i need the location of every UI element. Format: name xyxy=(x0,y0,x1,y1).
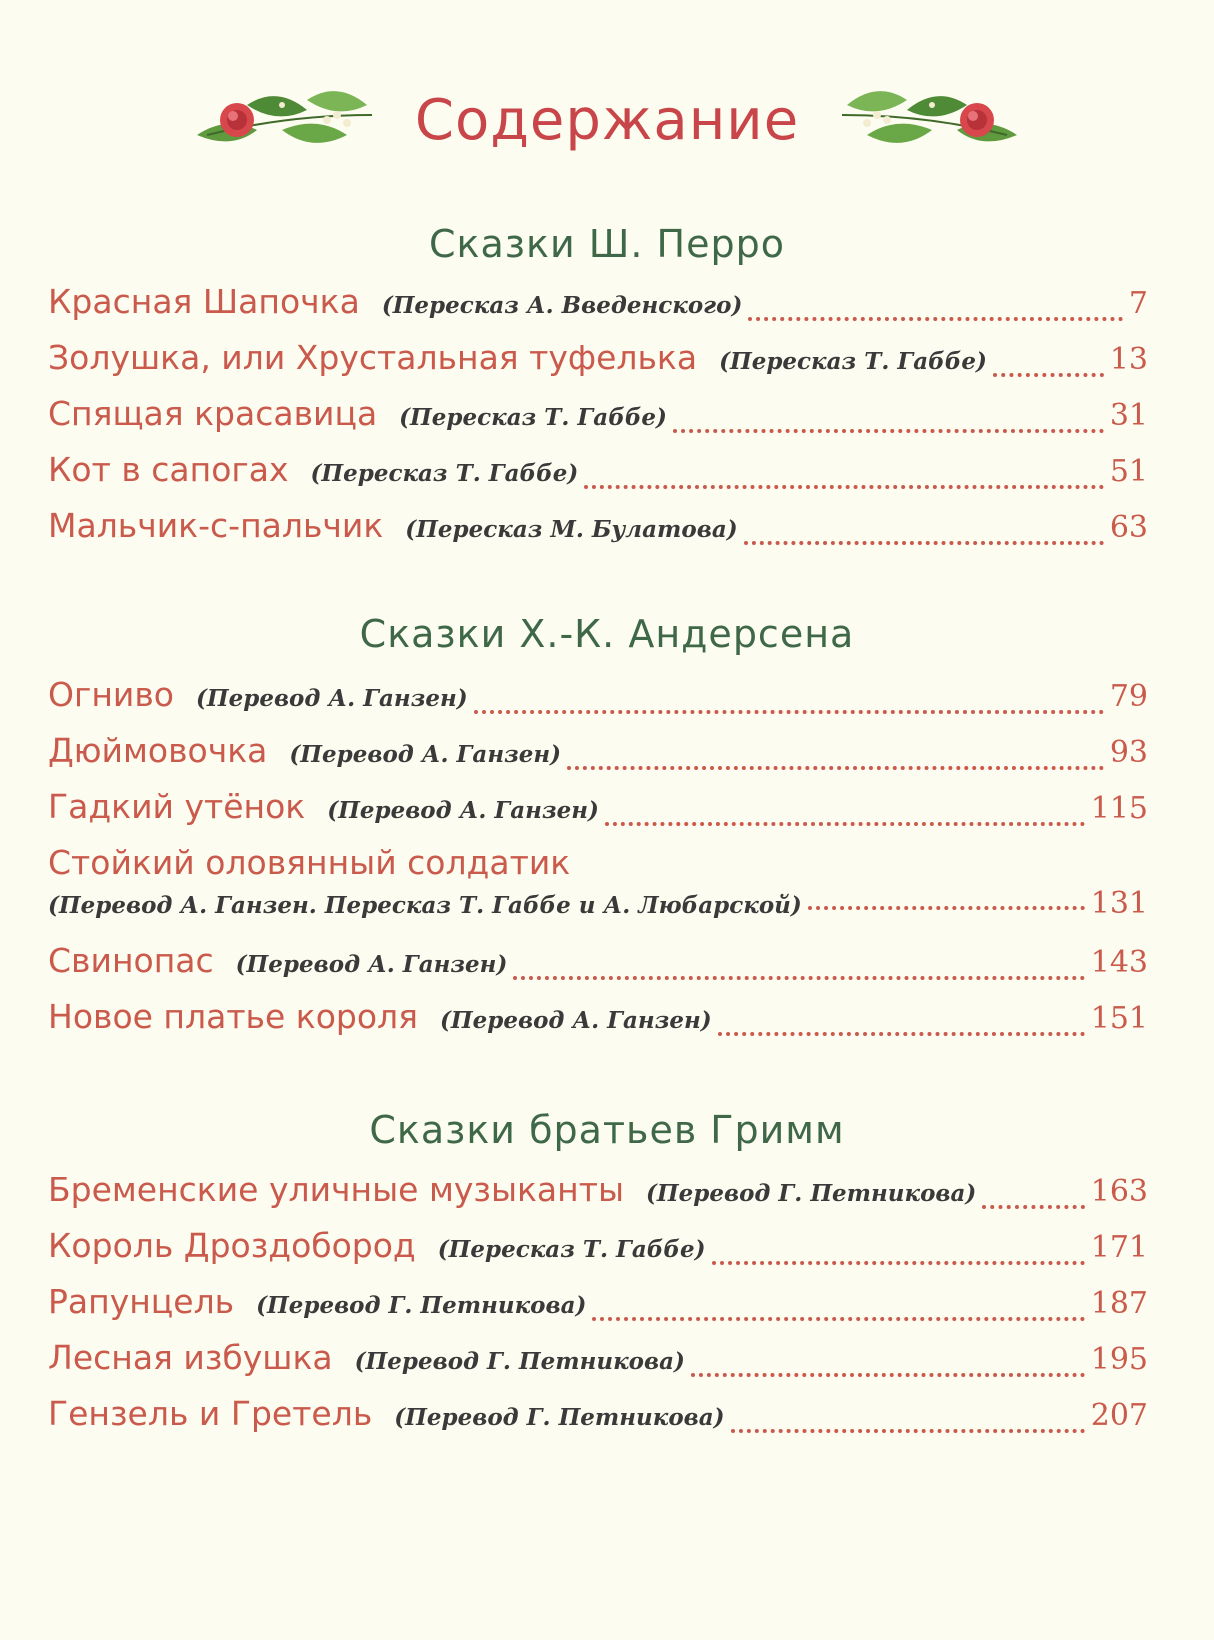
toc-entry[interactable] xyxy=(48,1282,1148,1332)
entry-translator: (Пересказ Т. Габбе) xyxy=(310,460,579,487)
entry-translator: (Пересказ Т. Габбе) xyxy=(399,404,667,431)
entry-translator: (Перевод А. Ганзен) xyxy=(195,685,468,712)
leader-dots xyxy=(513,976,1084,980)
rose-ornament-right-icon xyxy=(827,75,1027,165)
toc-entry[interactable] xyxy=(48,1394,1148,1444)
entry-page-number: 131 xyxy=(1090,886,1148,921)
entry-page-number: 93 xyxy=(1109,735,1148,770)
entry-title: Бременские уличные музыканты xyxy=(48,1170,625,1209)
entry-title: Стойкий оловянный солдатик xyxy=(48,843,571,882)
leader-dots xyxy=(592,1317,1084,1321)
leader-dots xyxy=(731,1429,1085,1433)
entry-title: Красная Шапочка xyxy=(48,282,360,321)
entry-title: Рапунцель xyxy=(48,1282,235,1321)
leader-dots xyxy=(748,317,1123,321)
entry-title: Новое платье короля xyxy=(48,997,418,1036)
entry-page-number: 31 xyxy=(1109,398,1148,433)
toc-entry[interactable] xyxy=(48,394,1148,444)
entry-page-number: 143 xyxy=(1090,945,1148,980)
entry-translator: (Перевод А. Ганзен) xyxy=(235,951,508,978)
leader-dots xyxy=(718,1032,1085,1036)
leader-dots xyxy=(712,1261,1085,1265)
entry-title: Лесная избушка xyxy=(48,1338,333,1377)
entry-title: Король Дроздобород xyxy=(48,1226,416,1265)
entry-page-number: 7 xyxy=(1128,286,1148,321)
entry-title: Золушка, или Хрустальная туфелька xyxy=(48,338,698,377)
entry-title: Гензель и Гретель xyxy=(48,1394,373,1433)
section-title-perrault: Сказки Ш. Перро xyxy=(429,222,785,266)
entry-title: Спящая красавица xyxy=(48,394,378,433)
entry-translator: (Перевод Г. Петникова) xyxy=(256,1292,587,1319)
entry-translator: (Перевод А. Ганзен) xyxy=(440,1007,712,1034)
toc-entry[interactable] xyxy=(48,787,1148,837)
header xyxy=(0,70,1214,170)
entry-translator: (Пересказ А. Введенского) xyxy=(381,292,743,319)
section-title-grimm: Сказки братьев Гримм xyxy=(369,1108,845,1152)
toc-entry[interactable] xyxy=(48,1338,1148,1388)
entry-translator: (Перевод А. Ганзен) xyxy=(289,741,562,768)
entry-title: Кот в сапогах xyxy=(48,450,289,489)
entry-second-line xyxy=(48,886,1148,921)
leader-dots xyxy=(584,485,1104,489)
entry-translator: (Пересказ М. Булатова) xyxy=(405,516,738,543)
entry-page-number: 171 xyxy=(1090,1230,1148,1265)
page-title: Содержание xyxy=(414,87,800,153)
leader-dots xyxy=(691,1373,1085,1377)
entry-page-number: 163 xyxy=(1090,1174,1148,1209)
leader-dots xyxy=(982,1205,1084,1209)
entry-page-number: 187 xyxy=(1090,1286,1148,1321)
entry-page-number: 151 xyxy=(1090,1001,1148,1036)
entry-page-number: 115 xyxy=(1090,791,1148,826)
toc-entry[interactable] xyxy=(48,675,1148,725)
entry-page-number: 207 xyxy=(1090,1398,1148,1433)
leader-dots xyxy=(605,822,1085,826)
entry-page-number: 51 xyxy=(1109,454,1148,489)
toc-entry[interactable] xyxy=(48,941,1148,991)
entry-title: Свинопас xyxy=(48,941,214,980)
toc-entry[interactable] xyxy=(48,338,1148,388)
entry-translator: (Перевод Г. Петникова) xyxy=(354,1348,685,1375)
leader-dots xyxy=(993,373,1104,377)
toc-entry[interactable] xyxy=(48,1170,1148,1220)
entry-page-number: 63 xyxy=(1109,510,1148,545)
leader-dots xyxy=(808,906,1085,910)
entry-translator: (Перевод А. Ганзен. Пересказ Т. Габбе и А. Любарской) xyxy=(48,892,802,919)
entry-translator: (Пересказ Т. Габбе) xyxy=(437,1236,706,1263)
entry-page-number: 195 xyxy=(1090,1342,1148,1377)
entry-title: Огниво xyxy=(48,675,174,714)
toc-entry[interactable] xyxy=(48,450,1148,500)
toc-entry[interactable] xyxy=(48,731,1148,781)
rose-ornament-left-icon xyxy=(187,75,387,165)
entry-translator: (Перевод Г. Петникова) xyxy=(646,1180,977,1207)
entry-translator: (Перевод А. Ганзен) xyxy=(327,797,599,824)
toc-entry[interactable] xyxy=(48,1226,1148,1276)
leader-dots xyxy=(673,429,1104,433)
toc-entry[interactable] xyxy=(48,282,1148,332)
entry-title: Мальчик-с-пальчик xyxy=(48,506,384,545)
toc-entry[interactable] xyxy=(48,997,1148,1047)
leader-dots xyxy=(474,710,1104,714)
entry-page-number: 79 xyxy=(1109,679,1148,714)
entry-title: Дюймовочка xyxy=(48,731,268,770)
toc-entry[interactable] xyxy=(48,506,1148,556)
toc-entry[interactable] xyxy=(48,843,1148,933)
leader-dots xyxy=(567,766,1104,770)
entry-translator: (Пересказ Т. Габбе) xyxy=(719,348,987,375)
entry-translator: (Перевод Г. Петникова) xyxy=(394,1404,725,1431)
section-title-andersen: Сказки Х.-К. Андерсена xyxy=(359,612,855,656)
entry-page-number: 13 xyxy=(1109,342,1148,377)
entry-title: Гадкий утёнок xyxy=(48,787,306,826)
leader-dots xyxy=(744,541,1104,545)
